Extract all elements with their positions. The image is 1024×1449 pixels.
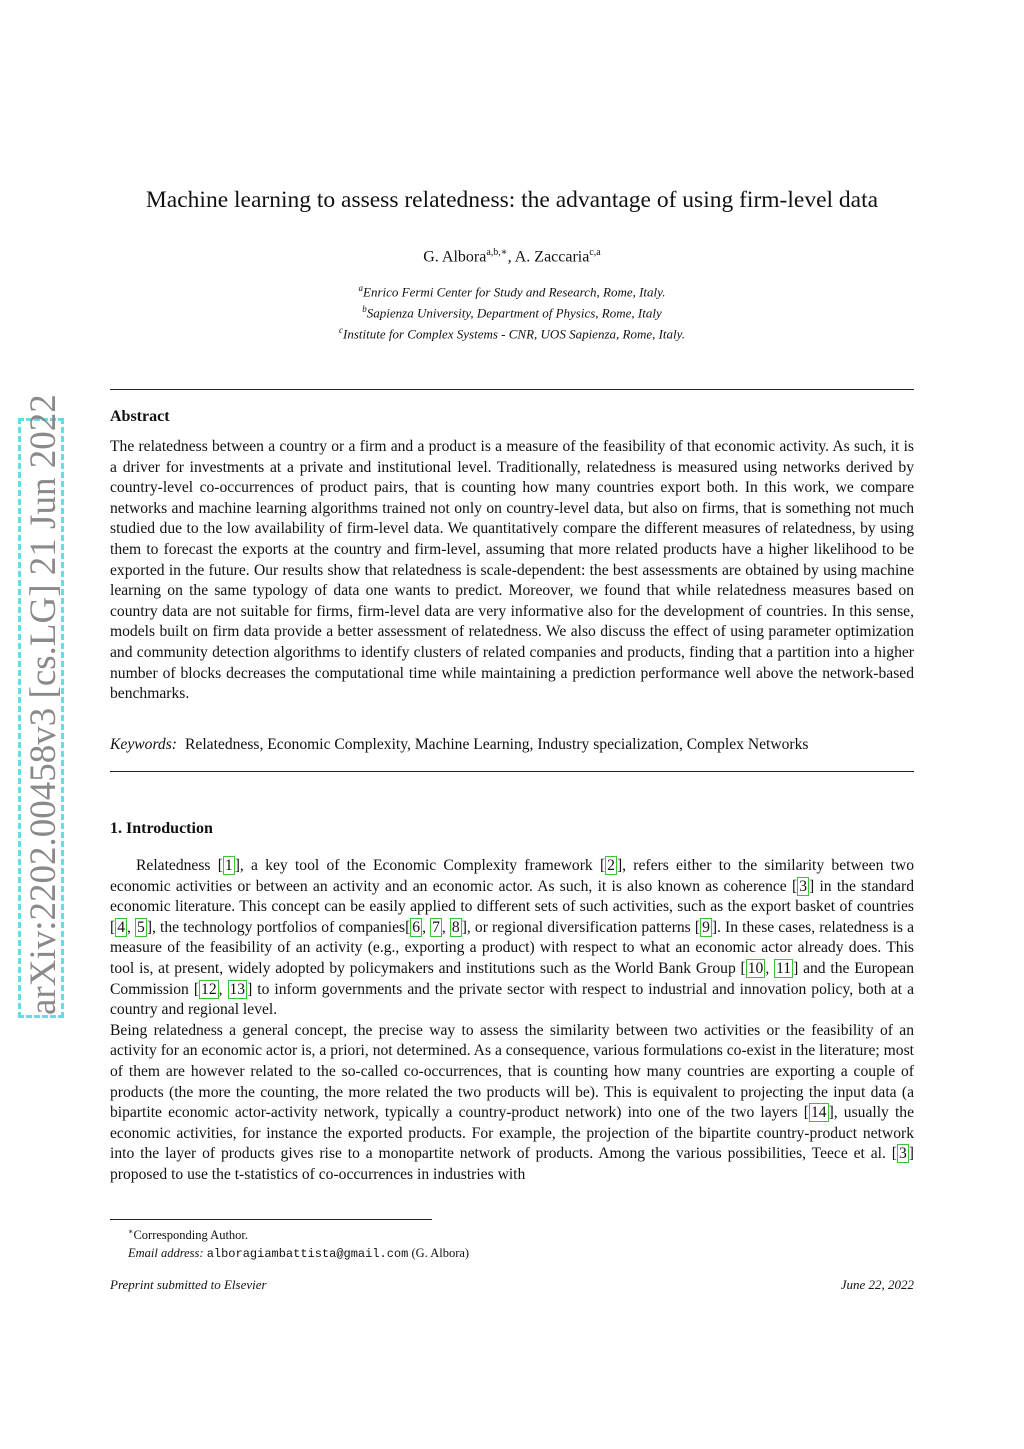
introduction-paragraph-2 xyxy=(110,1021,914,1186)
affiliation-text: Sapienza University, Department of Physics, Rome, Italy xyxy=(366,305,662,321)
paper-title: Machine learning to assess relatedness: the advantage of using firm-level data xyxy=(145,187,879,213)
paragraph-text-segment: , xyxy=(765,959,775,977)
citation-link[interactable]: 5 xyxy=(137,918,145,936)
paragraph-text-segment: ] and the European Commission [ xyxy=(110,959,915,998)
introduction-paragraph-1 xyxy=(110,856,914,1021)
introduction-body xyxy=(110,856,914,1186)
citation-link[interactable]: 11 xyxy=(776,959,792,977)
email-label: Email address: xyxy=(128,1245,204,1260)
citation-link[interactable]: 9 xyxy=(702,918,710,936)
keywords-line xyxy=(110,735,914,755)
paragraph-text-segment: ], or regional diversification patterns [ xyxy=(461,918,701,936)
author-name: G. Albora xyxy=(423,248,487,266)
author-affiliation-marks: c,a xyxy=(589,247,601,258)
citation-link[interactable]: 14 xyxy=(810,1104,827,1122)
keywords-text: Relatedness, Economic Complexity, Machine Learning, Industry specialization, Complex Networks xyxy=(185,736,809,753)
footnote-email xyxy=(128,1245,469,1264)
footnote-rule xyxy=(110,1219,432,1220)
paragraph-text-segment: ] to inform governments and the private sector with respect to industrial and innovation policy, both at a country and regional level. xyxy=(110,980,914,1019)
footer-date: June 22, 2022 xyxy=(840,1277,914,1292)
citation-link[interactable]: 8 xyxy=(451,918,460,936)
abstract-heading: Abstract xyxy=(110,408,170,425)
citation-link[interactable]: 2 xyxy=(607,857,615,874)
paragraph-text-segment: , xyxy=(218,980,228,998)
arxiv-identifier-stamp[interactable]: arXiv:2202.00458v3 [cs.LG] 21 Jun 2022 xyxy=(18,418,64,1018)
author-list: G. Albora$^{a,b,∗}$, A. Zaccaria$^{c,a}$ xyxy=(423,247,601,266)
preprint-note: Preprint submitted to Elsevier xyxy=(110,1277,267,1292)
paragraph-text-segment: , xyxy=(441,918,450,936)
paragraph-text-segment: , xyxy=(127,918,136,936)
abstract-bottom-rule xyxy=(110,771,914,772)
paragraph-text-segment: Relatedness [ xyxy=(136,857,223,874)
keywords-label: Keywords: xyxy=(110,736,177,753)
citation-link[interactable]: 6 xyxy=(412,918,421,936)
citation-link[interactable]: 7 xyxy=(432,918,440,936)
affiliation-mark: a xyxy=(358,283,364,293)
affiliation-mark: c xyxy=(339,324,344,335)
affiliation-list xyxy=(110,280,914,342)
citation-link[interactable]: 4 xyxy=(117,918,125,936)
citation-link[interactable]: 3 xyxy=(799,877,807,895)
paragraph-text-segment: ] in the standard economic literature. This concept can be easily applied to different sets of such activities, such as the export basket of countries [ xyxy=(110,877,914,936)
footnote-marker: ∗ xyxy=(128,1227,134,1236)
section-heading-introduction: 1. Introduction xyxy=(110,820,213,837)
paragraph-text-segment: ], refers either to the similarity between two economic activities or between an activity and an economic actor. As such, it is also known as coherence [ xyxy=(110,857,914,895)
affiliation-line xyxy=(110,322,914,343)
citation-link[interactable]: 13 xyxy=(229,980,246,998)
paragraph-text-segment: ], the technology portfolios of companies[ xyxy=(146,918,411,936)
citation-link[interactable]: 1 xyxy=(224,857,233,874)
author-affiliation-marks: a,b,∗ xyxy=(486,247,508,258)
citation-link[interactable]: 3 xyxy=(899,1145,907,1163)
affiliation-text: Enrico Fermi Center for Study and Research, Rome, Italy. xyxy=(363,284,666,300)
email-owner: (G. Albora) xyxy=(411,1245,470,1260)
affiliation-text: Institute for Complex Systems - CNR, UOS Sapienza, Rome, Italy. xyxy=(343,325,685,341)
affiliation-line xyxy=(110,280,914,301)
footnote-corresponding-text: Corresponding Author. xyxy=(133,1228,249,1243)
paragraph-text-segment: ]. In these cases, relatedness is a measure of the feasibility of an activity (e.g., exporting a product) with respect to what an economic actor already does. This tool is, at present, widely adopted by policymakers and institutions such as the World Bank Group [ xyxy=(110,918,915,977)
paragraph-text-segment: ], a key tool of the Economic Complexity framework [ xyxy=(234,857,606,874)
abstract-text: The relatedness between a country or a firm and a product is a measure of the feasibility of that economic activity. As such, it is a driver for investments at a private and institutional level. Traditionally, relatedness is measured using networks derived by country-level co-occurrences of product pairs, that is counting how many countries export both. In this work, we compare networks and machine learning algorithms trained not only on country-level data, but also on firms, that is something not much studied due to the low availability of firm-level data. We quantitatively compare the different measures of relatedness, by using them to forecast the exports at the country and firm-level, assuming that more related products have a higher likelihood to be exported in the future. Our results show that relatedness is scale-dependent: the best assessments are obtained by using machine learning on the same typology of data one wants to predict. Moreover, we found that while relatedness measures based on country data are not suitable for firms, firm-level data are very informative also for the development of countries. In this sense, models built on firm data provide a better assessment of relatedness. We also discuss the effect of using parameter optimization and community detection algorithms to identify clusters of related companies and products, finding that a partition into a higher number of blocks decreases the computational time while maintaining a prediction performance well above the network-based benchmarks. xyxy=(110,438,914,703)
citation-link[interactable]: 12 xyxy=(201,980,217,998)
abstract-top-rule xyxy=(110,389,914,390)
citation-link[interactable]: 10 xyxy=(747,959,764,977)
email-link[interactable]: alboragiambattista@gmail.com xyxy=(206,1246,409,1261)
footnote xyxy=(128,1223,469,1263)
paragraph-text-segment: , xyxy=(422,918,431,936)
paragraph-text-segment: ], usually the economic activities, for instance the exported products. For example, the projection of the bipartite country-product network into the layer of products gives rise to a monopartite network of products. Among the various possibilities, Teece et al. [ xyxy=(110,1104,915,1163)
footnote-corresponding xyxy=(128,1223,469,1245)
paragraph-text-segment: ] proposed to use the t-statistics of co-occurrences in industries with xyxy=(110,1145,914,1183)
author-name: A. Zaccaria xyxy=(514,248,590,266)
affiliation-mark: b xyxy=(362,303,367,314)
paragraph-text-segment: Being relatedness a general concept, the precise way to assess the similarity between two activities or the feasibility of an activity for an economic actor is, a priori, not determined. As a consequence, various formulations co-exist in the literature; most of them are however related to the so-called co-occurrences, that is counting how many countries are exporting a couple of products (the more the counting, the more related the two products will be). This is equivalent to projecting the input data (a bipartite economic actor-activity network, typically a country-product network) into one of the two layers [ xyxy=(110,1021,914,1122)
affiliation-line xyxy=(110,301,914,322)
